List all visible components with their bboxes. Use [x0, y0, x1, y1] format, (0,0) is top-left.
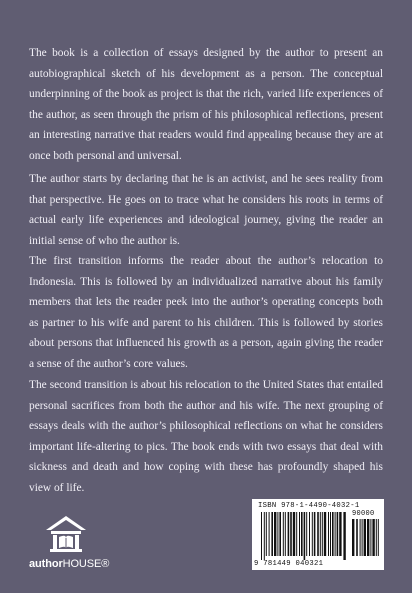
description-paragraph-1: The book is a collection of essays designed by the author to present an autobiographical sketch of his development as a person. The conceptual underpinning of the book as project is that the rich, varied life experiences of the author, as seen through the prism of his philosophical reflections, present an interesting narrative that readers would find appealing because they are at once both personal and universal.: [29, 47, 383, 162]
publisher-name: authorHOUSE®: [29, 558, 110, 570]
isbn-text: ISBN 978-1-4490-4032-1: [258, 502, 360, 510]
price-code: 90000: [352, 510, 375, 518]
ean-number: 9 781449 040321: [254, 560, 324, 568]
description-paragraph-3: The first transition informs the reader about the author’s relocation to Indonesia. This is followed by an individualized narrative about his family members that lets the reader peek into the author’s operating concepts both as partner to his wife and parent to his children. This is followed by stories about persons that influenced his growth as a person, again giving the reader a sense of the author’s core values.: [29, 255, 383, 370]
isbn-barcode: [252, 499, 384, 570]
ean-barcode-bars: [260, 512, 348, 560]
description-paragraph-4: The second transition is about his relocation to the United States that entailed personal sacrifices from both the author and his wife. The next grouping of essays deals with the author’s philosophical reflections on what he considers important life-altering to pics. The book ends with two essays that deal with sickness and death and how coping with these has profoundly shaped his view of life.: [29, 379, 383, 494]
publisher-logo: [29, 514, 110, 574]
description-paragraph-2: The author starts by declaring that he is an activist, and he sees reality from that perspective. He goes on to trace what he considers his roots in terms of actual early life experiences and ideological journey, giving the reader an initial sense of who the author is.: [29, 173, 383, 247]
addon-barcode-bars: [351, 519, 381, 560]
house-book-icon: [43, 514, 89, 554]
